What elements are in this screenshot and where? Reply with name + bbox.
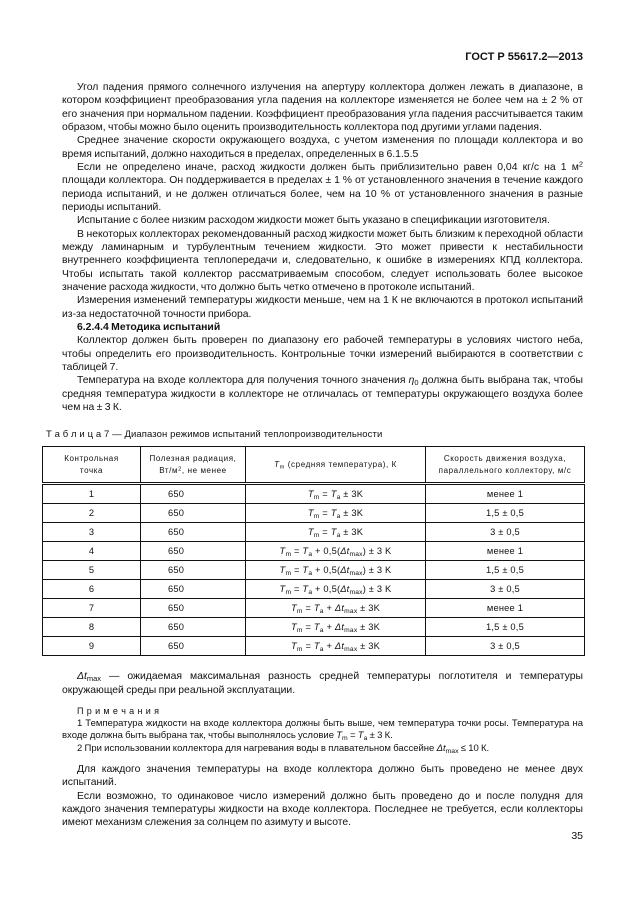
italic-symbol: T xyxy=(313,622,320,633)
subscript: max xyxy=(344,608,358,616)
cell-air-speed: менее 1 xyxy=(426,542,585,561)
test-conditions-table xyxy=(42,446,585,656)
subscript: a xyxy=(363,735,368,743)
table-body xyxy=(43,484,585,656)
cell-control-point: 1 xyxy=(43,484,141,504)
subscript: max xyxy=(349,551,363,559)
cell-air-speed: 3 ± 0,5 xyxy=(426,523,585,542)
cell-mean-temperature: $T_m = T_a + \Delta t_{max} \pm 3K$ xyxy=(246,599,426,618)
subscript: m xyxy=(342,735,348,743)
italic-symbol: T xyxy=(302,584,309,595)
cell-mean-temperature: $T_m = T_a \pm 3K$ xyxy=(246,523,426,542)
subscript: max xyxy=(349,570,363,578)
subscript: a xyxy=(319,646,324,654)
italic-symbol: T xyxy=(302,565,309,576)
cell-radiation: 650 xyxy=(141,637,246,656)
italic-symbol: Δt xyxy=(334,622,345,633)
symbol-definition: $\Delta t_{max}$ — ожидаемая максимальная разность средней температуры поглотителя и температуры окружающей среды при реальной эксплуатации. xyxy=(62,671,583,696)
italic-symbol: T xyxy=(313,603,320,614)
cell-air-speed: менее 1 xyxy=(426,484,585,504)
cell-control-point: 2 xyxy=(43,504,141,523)
cell-air-speed: менее 1 xyxy=(426,599,585,618)
subscript: m xyxy=(296,608,303,616)
body-paragraph: Если не определено иначе, расход жидкости должен быть приблизительно равен 0,04 кг/с на 1 $м^2$ площади коллектора. Он поддерживается в пределах ± 1 % от установленного значения в течение каждого периода испытаний, и не должен отличаться более, чем на 10 % от установленного значения в разные периоды испытаний. xyxy=(62,159,583,213)
subscript: a xyxy=(336,513,341,521)
cell-control-point: 6 xyxy=(43,580,141,599)
body-paragraph: Испытание с более низким расходом жидкости может быть указано в спецификации изготовителя. xyxy=(77,215,550,227)
italic-symbol: T xyxy=(330,508,337,519)
superscript: 2 xyxy=(178,466,182,473)
italic-symbol: Δt xyxy=(334,603,345,614)
body-paragraph: Температура на входе коллектора для получения точного значения $\eta_0$ должна быть выбрана так, чтобы средняя температура жидкости в коллекторе не отличалась от температуры окружающего воздуха более чем на ± 3 К. xyxy=(62,375,583,413)
italic-symbol: T xyxy=(279,565,286,576)
column-header-air-speed: Скорость движения воздуха, параллельного коллектору, м/с xyxy=(426,447,585,484)
subscript: m xyxy=(285,551,292,559)
body-paragraph: Угол падения прямого солнечного излучения на апертуру коллектора должен лежать в диапазоне, в котором коэффициент преобразования угла падения на коллекторе изменяется не более чем на ± 2 % от его значения при нормальном падении. Коэффициент преобразования угла падения рассчитывается таким образом, чтобы можно было оценить производительность коллектора под другими углами падения. xyxy=(62,82,583,133)
column-header-radiation: Полезная радиация, $Вт/м^2$, не менее xyxy=(141,447,246,484)
cell-mean-temperature: $T_m = T_a + 0,5(\Delta t_{max}) \pm 3$ K xyxy=(246,580,426,599)
italic-symbol: Δt xyxy=(340,546,350,557)
page-number: 35 xyxy=(571,830,583,842)
table-row xyxy=(43,599,585,618)
italic-symbol: T xyxy=(357,730,364,742)
italic-symbol: η xyxy=(408,375,415,387)
italic-symbol: T xyxy=(307,489,314,500)
body-paragraph: Среднее значение скорости окружающего воздуха, с учетом изменения по площади коллектора и во время испытаний, должно находиться в пределах, определенных в 6.1.5.5 xyxy=(62,135,583,160)
italic-symbol: T xyxy=(330,489,337,500)
table-row xyxy=(43,618,585,637)
table-header-row xyxy=(43,447,585,484)
cell-radiation: 650 xyxy=(141,580,246,599)
italic-symbol: T xyxy=(336,730,343,742)
italic-symbol: Δt xyxy=(340,565,350,576)
notes-title: П р и м е ч а н и я xyxy=(77,705,160,716)
superscript: 2 xyxy=(578,159,583,169)
subscript: m xyxy=(313,532,320,540)
italic-symbol: Δt xyxy=(77,671,87,683)
italic-symbol: Δt xyxy=(334,641,345,652)
subscript: m xyxy=(285,570,292,578)
document-number: ГОСТ Р 55617.2—2013 xyxy=(465,51,583,63)
italic-symbol: T xyxy=(330,527,337,538)
italic-symbol: T xyxy=(313,641,320,652)
subscript: m xyxy=(313,494,320,502)
table-row xyxy=(43,542,585,561)
italic-symbol: T xyxy=(307,527,314,538)
subscript: m xyxy=(296,627,303,635)
cell-radiation: 650 xyxy=(141,599,246,618)
subscript: 0 xyxy=(414,378,419,388)
cell-control-point: 5 xyxy=(43,561,141,580)
cell-mean-temperature: $T_m = T_a + \Delta t_{max} \pm 3K$ xyxy=(246,618,426,637)
cell-mean-temperature: $T_m = T_a + 0,5(\Delta t_{max}) \pm 3$ K xyxy=(246,561,426,580)
cell-air-speed: 1,5 ± 0,5 xyxy=(426,618,585,637)
subscript: a xyxy=(336,532,341,540)
subscript: m xyxy=(296,646,303,654)
cell-air-speed: 3 ± 0,5 xyxy=(426,637,585,656)
page-body xyxy=(46,81,583,830)
italic-symbol: T xyxy=(274,459,280,469)
table-caption: Т а б л и ц а 7 — Диапазон режимов испытаний теплопроизводительности xyxy=(46,429,383,441)
subscript: m xyxy=(279,464,285,471)
cell-mean-temperature: $T_m = T_a \pm 3K$ xyxy=(246,504,426,523)
subscript: m xyxy=(313,513,320,521)
cell-control-point: 3 xyxy=(43,523,141,542)
italic-symbol: T xyxy=(307,508,314,519)
cell-control-point: 8 xyxy=(43,618,141,637)
cell-radiation: 650 xyxy=(141,542,246,561)
subscript: a xyxy=(336,494,341,502)
cell-radiation: 650 xyxy=(141,561,246,580)
table-row xyxy=(43,484,585,504)
cell-mean-temperature: $T_m = T_a + \Delta t_{max} \pm 3K$ xyxy=(246,637,426,656)
italic-symbol: T xyxy=(291,622,297,633)
body-paragraph: Коллектор должен быть проверен по диапазону его рабочей температуры в условиях чистого неба, чтобы определить его производительность. Контрольные точки измерений выбираются в соответствии с таблицей 7. xyxy=(62,335,583,373)
table-row xyxy=(43,561,585,580)
subscript: a xyxy=(308,551,313,559)
table-row xyxy=(43,637,585,656)
body-paragraph: Для каждого значения температуры на входе коллектора должно быть проведено не менее двух испытаний. xyxy=(62,763,583,789)
subscript: max xyxy=(344,646,358,654)
subscript: max xyxy=(344,627,358,635)
italic-symbol: T xyxy=(291,603,297,614)
body-paragraph: Если возможно, то одинаковое число измерений должно быть проведено до и после полудня для каждого значения температуры жидкости на входе коллектора. Последнее не требуется, если коллекторы имеют механизм слежения за солнцем по азимуту и высоте. xyxy=(62,790,583,829)
subscript: max xyxy=(86,674,101,684)
cell-air-speed: 3 ± 0,5 xyxy=(426,580,585,599)
cell-air-speed: 1,5 ± 0,5 xyxy=(426,504,585,523)
subscript: max xyxy=(349,589,363,597)
column-header-control-point: Контрольная точка xyxy=(43,447,141,484)
column-header-mean-temperature: $T_m$ (средняя температура), К xyxy=(246,447,426,484)
cell-radiation: 650 xyxy=(141,523,246,542)
cell-control-point: 7 xyxy=(43,599,141,618)
subscript: a xyxy=(319,608,324,616)
cell-air-speed: 1,5 ± 0,5 xyxy=(426,561,585,580)
subscript: m xyxy=(285,589,292,597)
table-row xyxy=(43,580,585,599)
italic-symbol: Δt xyxy=(436,742,446,754)
subscript: a xyxy=(319,627,324,635)
section-heading: 6.2.4.4 Методика испытаний xyxy=(77,321,221,333)
cell-control-point: 9 xyxy=(43,637,141,656)
cell-radiation: 650 xyxy=(141,504,246,523)
italic-symbol: T xyxy=(279,546,286,557)
cell-mean-temperature: $T_m = T_a + 0,5(\Delta t_{max}) \pm 3$ K xyxy=(246,542,426,561)
italic-symbol: T xyxy=(302,546,309,557)
italic-symbol: T xyxy=(291,641,297,652)
cell-radiation: 650 xyxy=(141,618,246,637)
subscript: a xyxy=(308,589,313,597)
note-item: 2 При использовании коллектора для нагревания воды в плавательном бассейне $\Delta t_{max} \le 10$ К. xyxy=(77,742,490,755)
subscript: a xyxy=(308,570,313,578)
subscript: max xyxy=(445,747,459,755)
body-paragraph: Измерения изменений температуры жидкости меньше, чем на 1 К не включаются в протокол испытаний из-за недостаточной точности прибора. xyxy=(62,295,583,320)
table-header xyxy=(43,447,585,484)
note-item: 1 Температура жидкости на входе коллектора должны быть выше, чем температура точки росы. Температура на входе должна быть выбрана так, чтобы выполнялось условие $T_m = T_a \pm 3$ К. xyxy=(62,717,583,743)
cell-control-point: 4 xyxy=(43,542,141,561)
body-paragraph: В некоторых коллекторах рекомендованный расход жидкости может быть близким к переходной области между ламинарным и турбулентным течением жидкости. Это может привести к нестабильности внутреннего коэффициента теплопередачи и, следовательно, к ошибке в измерениях КПД коллектора. Чтобы испытать такой коллектор рассматриваемым способом, следует использовать более высокое значение расхода жидкости, что должно быть четко отмечено в протоколе испытаний. xyxy=(62,228,583,293)
cell-radiation: 650 xyxy=(141,484,246,504)
italic-symbol: Δt xyxy=(340,584,350,595)
table-row xyxy=(43,523,585,542)
table-row xyxy=(43,504,585,523)
cell-mean-temperature: $T_m = T_a \pm 3K$ xyxy=(246,484,426,504)
italic-symbol: T xyxy=(279,584,286,595)
